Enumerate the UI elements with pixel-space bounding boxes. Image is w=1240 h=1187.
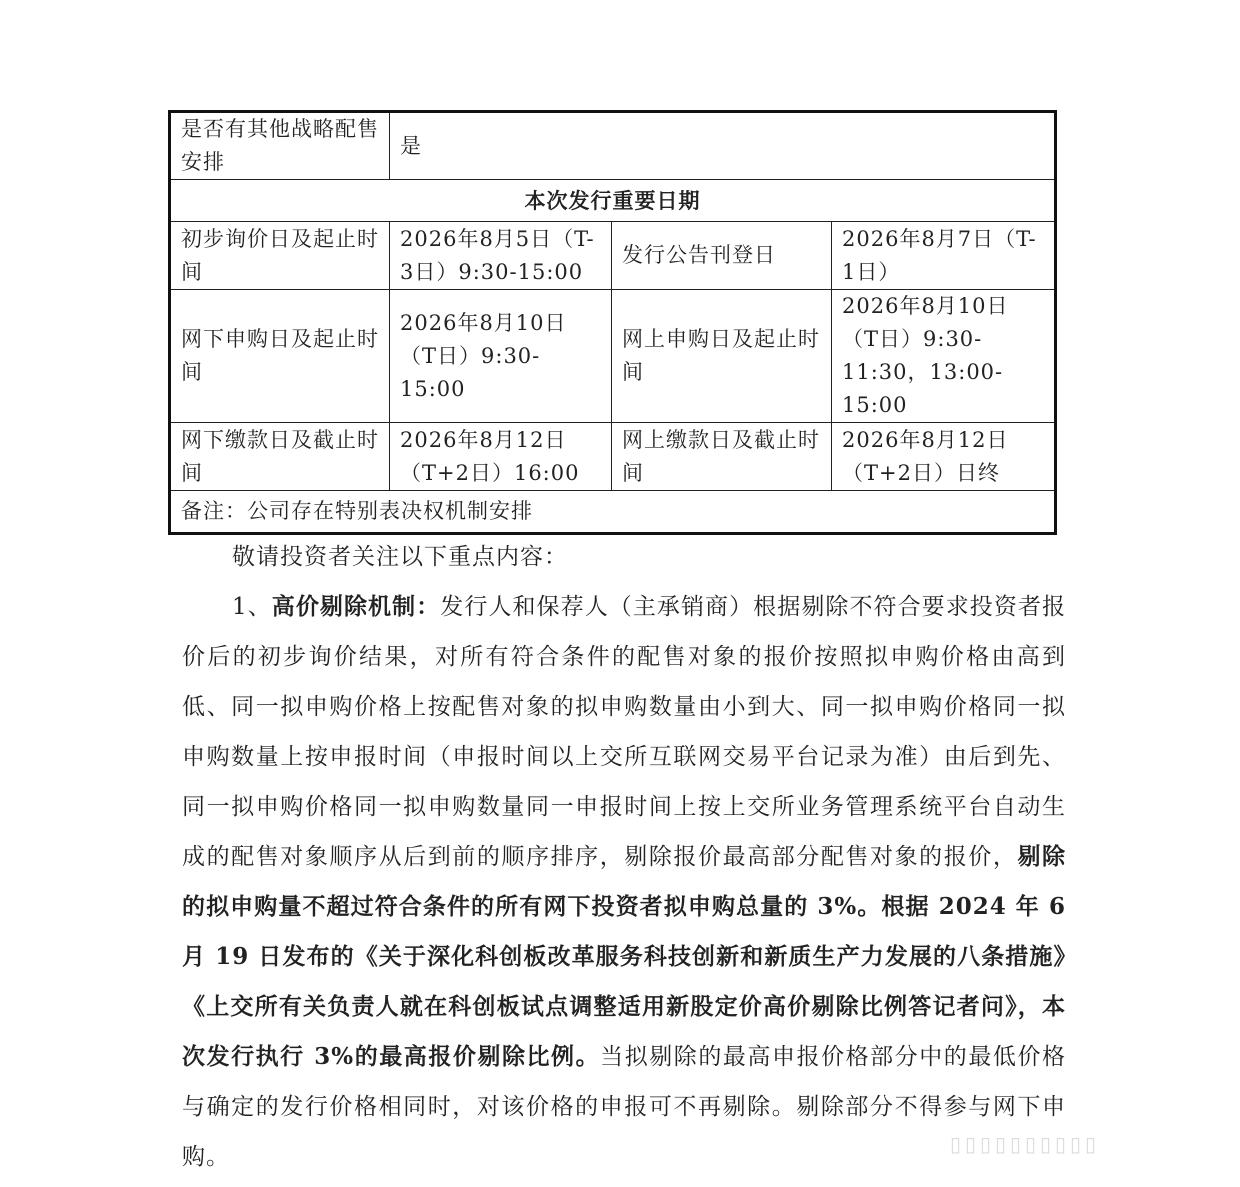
table-value-cell: 2026年8月5日（T-3日）9:30-15:00 bbox=[390, 222, 612, 290]
item-heading: 高价剔除机制： bbox=[271, 593, 441, 620]
table-row bbox=[170, 222, 1056, 290]
table-row bbox=[170, 491, 1056, 534]
issuance-info-table bbox=[168, 110, 1057, 535]
table-label-cell: 网下缴款日及截止时间 bbox=[170, 423, 390, 491]
table-label-cell: 发行公告刊登日 bbox=[612, 222, 832, 290]
intro-paragraph: 敬请投资者关注以下重点内容： bbox=[232, 544, 568, 570]
item-number: 1、 bbox=[232, 594, 272, 620]
item-text: 发行人和保荐人（主承销商）根据剔除不符合要求投资者报价后的初步询价结果，对所有符合条件的配售对象的报价按照拟申购价格由高到低、同一拟申购价格上按配售对象的拟申购数量由小到大、同一拟申购价格同一拟申购数量上按申报时间（申报时间以上交所互联网交易平台记录为准）由后到先、同一拟申购价格同一拟申购数量同一申报时间上按上交所业务管理系统平台自动生成的配售对象顺序从后到前的顺序排序，剔除报价最高部分配售对象的报价， bbox=[182, 594, 1067, 870]
table-label-cell: 网上缴款日及截止时间 bbox=[612, 423, 832, 491]
item-bold-text: 剔除的拟申购量不超过符合条件的所有网下投资者拟申购总量的 3%。根据 2024 年 6 月 19 日发布的《关于深化科创板改革服务科技创新和新质生产力发展的八条措施》《上交所有关负责人就在科创板试点调整适用新股定价高价剔除比例答记者问》，本次发行执行 3%的最高报价剔除比例。 bbox=[182, 843, 1067, 1070]
table-row bbox=[170, 423, 1056, 491]
table-note: 备注：公司存在特别表决权机制安排 bbox=[170, 491, 1056, 534]
table-value-cell: 2026年8月7日（T-1日） bbox=[832, 222, 1056, 290]
section-header: 本次发行重要日期 bbox=[170, 180, 1056, 222]
body-text bbox=[182, 532, 1066, 1182]
table-value-cell: 2026年8月10日（T日）9:30-15:00 bbox=[390, 290, 612, 423]
table-row bbox=[170, 112, 1056, 180]
table-label-cell: 网上申购日及起止时间 bbox=[612, 290, 832, 423]
table-label-cell: 初步询价日及起止时间 bbox=[170, 222, 390, 290]
table-row bbox=[170, 180, 1056, 222]
table-value-cell: 2026年8月12日（T+2日）日终 bbox=[832, 423, 1056, 491]
item-1-paragraph bbox=[182, 582, 1066, 1182]
table-label-cell: 是否有其他战略配售安排 bbox=[170, 112, 390, 180]
table-value-cell: 是 bbox=[390, 112, 1056, 180]
watermark: ▯▯▯▯▯▯▯▯▯▯ bbox=[950, 1132, 1101, 1156]
table-label-cell: 网下申购日及起止时间 bbox=[170, 290, 390, 423]
table-value-cell: 2026年8月12日（T+2日）16:00 bbox=[390, 423, 612, 491]
item-text-end: 当拟剔除的最高申报价格部分中的最低价格与确定的发行价格相同时，对该价格的申报可不再剔除。剔除部分不得参与网下申购。 bbox=[182, 1044, 1066, 1170]
table-row bbox=[170, 290, 1056, 423]
table-value-cell: 2026年8月10日（T日）9:30-11:30，13:00-15:00 bbox=[832, 290, 1056, 423]
